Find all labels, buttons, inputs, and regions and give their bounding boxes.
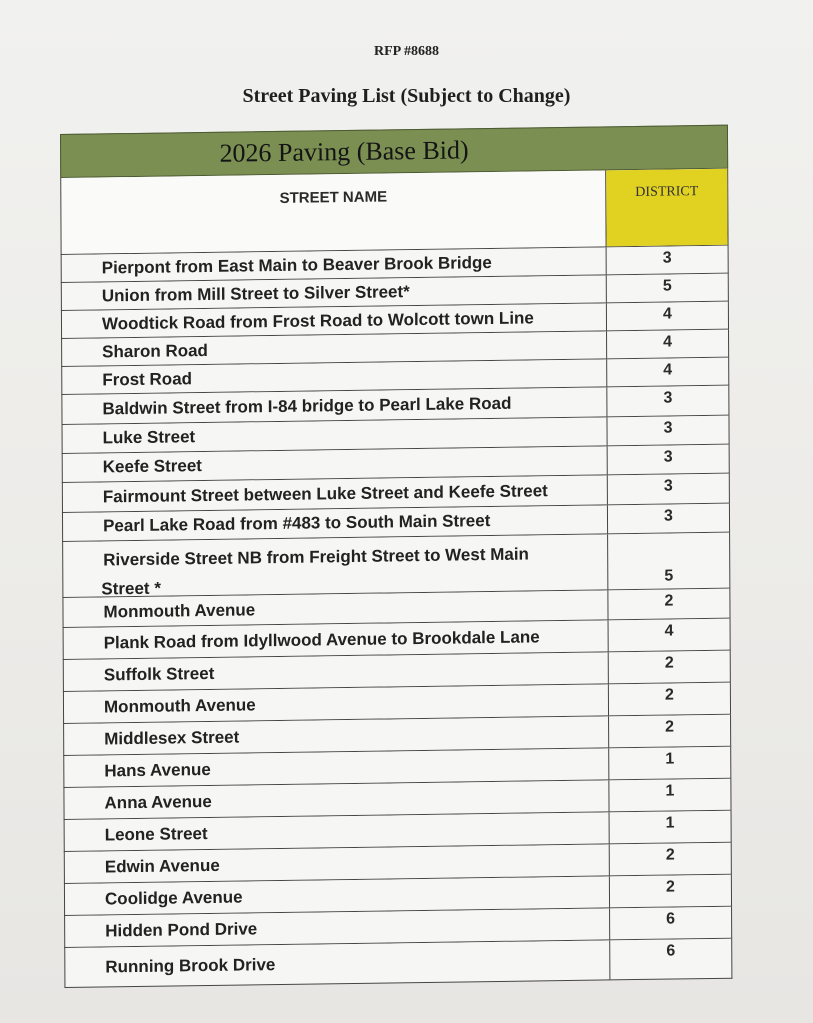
district-cell: 2 xyxy=(664,592,674,610)
street-name-cell: Monmouth Avenue xyxy=(64,684,609,723)
street-name-cell: Hans Avenue xyxy=(64,748,609,787)
district-cell: 3 xyxy=(662,249,672,267)
street-name-cell: Suffolk Street xyxy=(64,652,609,691)
street-name-cell: Edwin Avenue xyxy=(65,844,610,883)
rfp-number: RFP #8688 xyxy=(374,44,439,59)
table-row xyxy=(62,533,730,598)
district-cell: 1 xyxy=(665,750,675,768)
district-cell: 5 xyxy=(664,567,674,585)
table-row xyxy=(64,939,732,988)
district-cell: 2 xyxy=(664,686,674,704)
district-cell: 1 xyxy=(665,814,675,832)
document-title: Street Paving List (Subject to Change) xyxy=(242,85,571,107)
street-name-cell: Leone Street xyxy=(65,812,610,851)
district-cell: 2 xyxy=(664,654,674,672)
district-cell: 2 xyxy=(665,718,675,736)
district-cell: 3 xyxy=(663,448,673,466)
banner-text: 2026 Paving (Base Bid) xyxy=(219,135,469,168)
street-name-cell: Plank Road from Idyllwood Avenue to Brookdale Lane xyxy=(64,620,609,659)
table-header-row xyxy=(60,169,728,255)
street-name-cell: Middlesex Street xyxy=(64,716,609,755)
district-cell: 4 xyxy=(663,333,673,351)
column-header-district: DISTRICT xyxy=(606,169,727,247)
street-name-cell: Baldwin Street from I-84 bridge to Pearl Lake Road xyxy=(62,387,607,424)
street-name-cell: Luke Street xyxy=(63,417,608,453)
street-name-cell: Anna Avenue xyxy=(64,780,609,819)
district-cell: 6 xyxy=(666,942,676,960)
district-cell: 6 xyxy=(666,910,676,928)
street-name-cell: Monmouth Avenue xyxy=(63,590,608,627)
street-name-cell: Running Brook Drive xyxy=(65,940,610,987)
street-name-cell: Riverside Street NB from Freight Street to West Main Street * xyxy=(63,534,608,597)
district-cell: 1 xyxy=(665,782,675,800)
paving-table xyxy=(60,125,732,988)
district-cell: 3 xyxy=(663,389,673,407)
street-name-cell: Woodtick Road from Frost Road to Wolcott town Line xyxy=(62,303,607,338)
district-cell: 5 xyxy=(662,277,672,295)
street-name-cell: Pierpont from East Main to Beaver Brook Bridge xyxy=(62,247,607,282)
district-cell: 3 xyxy=(663,419,673,437)
street-name-cell: Union from Mill Street to Silver Street* xyxy=(62,275,607,310)
street-name-cell: Keefe Street xyxy=(63,446,608,482)
district-cell: 3 xyxy=(663,477,673,495)
table-body xyxy=(61,246,733,988)
district-cell: 2 xyxy=(665,878,675,896)
street-name-cell: Pearl Lake Road from #483 to South Main Street xyxy=(63,505,608,541)
street-name-cell: Coolidge Avenue xyxy=(65,876,610,915)
district-cell: 4 xyxy=(662,305,672,323)
district-cell: 3 xyxy=(663,507,673,525)
street-name-cell: Hidden Pond Drive xyxy=(65,908,610,947)
district-cell: 4 xyxy=(664,622,674,640)
district-cell: 4 xyxy=(663,361,673,379)
street-name-cell: Frost Road xyxy=(62,359,607,394)
street-name-cell: Fairmount Street between Luke Street and Keefe Street xyxy=(63,475,608,512)
column-header-street: STREET NAME xyxy=(61,170,606,254)
district-cell: 2 xyxy=(665,846,675,864)
street-name-cell: Sharon Road xyxy=(62,331,607,366)
